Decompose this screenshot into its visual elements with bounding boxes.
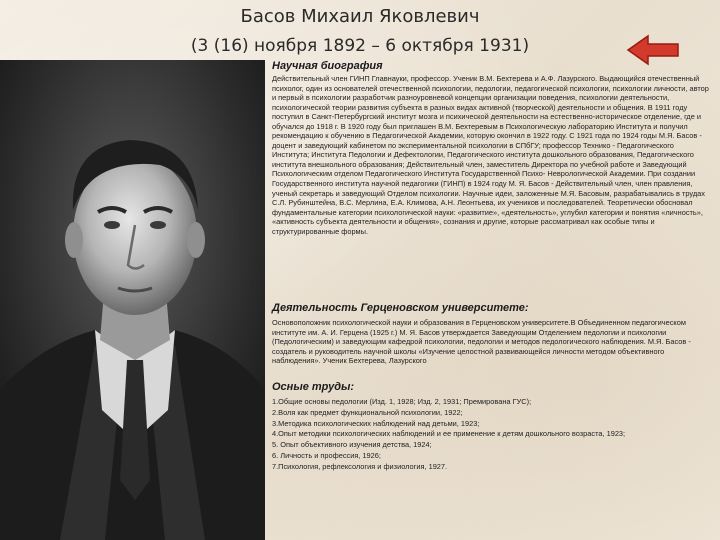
list-item: 5. Опыт объективного изучения детства, 1924; (272, 440, 432, 450)
list-item: 3.Методика психологических наблюдений над детьми, 1923; (272, 418, 480, 428)
list-item: 4.Опыт методики психологических наблюдений и ее применение к детям дошкольного возраста, 1923; (272, 429, 626, 439)
works-heading: Осные труды: (272, 381, 355, 393)
list-item: 1.Общие основы педологии (Изд. 1, 1928; Изд. 2, 1931; Премирована ГУС); (272, 397, 532, 406)
herzen-heading: Деятельность Герценовском университете: (272, 302, 529, 314)
list-item: 2.Воля как предмет функциональной психологии, 1922; (272, 407, 463, 417)
list-item: 7.Психология, рефлексология и физиология, 1927. (272, 461, 448, 471)
bio-heading: Научная биография (272, 60, 383, 72)
page-subtitle-dates: (3 (16) ноября 1892 – 6 октября 1931) (190, 36, 530, 56)
portrait-photo (0, 60, 265, 540)
page-title: Басов Михаил Яковлевич (240, 6, 480, 27)
herzen-text: Основоположник психологической науки и образования в Герценовском университете.В Объединенном педагогическом институте им. А. И. Герцена (1925 г.) М. Я. Басов утверждается Заведующим Отделением педологии и психологии (Педологическим) и заведующим кафедрой психологии, педологии и методов педологического наблюдения. М.Я. Басов - создатель и руководитель научной школы «Изучение целостной развивающейся личности методом объективного наблюдения». Ученик Бехтерева, Лазурского (272, 318, 691, 366)
list-item: 6. Личность и профессия, 1926; (272, 450, 381, 460)
works-list (272, 397, 712, 473)
bio-text: Действительный член ГИНП Главнауки, профессор. Ученик В.М. Бехтерева и А.Ф. Лазурского. Выдающийся отечественный психолог, один из основателей отечественной психологии, педологии, педагогической психологии, психологии личности, автор и первый в психологии разработчик разноуровневой концепции организации поведения, психологии деятельности, психологической теории развития субъекта в разных видах активной (творческой) деятельности и общения. В 1911 году поступил в Санкт-Петербургский институт мозга и психической деятельности на естественно-историческое отделение, где и обучался до 1918 г. В 1920 году был приглашен В.М. Бехтеревым в Психологическую лабораторию Института и получил рекомендацию к обучению в Педагогической Академии, которую окончил в 1922 году. С 1921 года по 1924 годы М.Я. Басов - доцент и заведующий кабинетом по экспериментальной психологии в СПбГУ; профессор Технико - Педагогического Института; Института Педологии и Дефектологии, Педагогического института дошкольного образования, Педагогического института внешкольного образования; Действительный член, заместитель Директора по учебной работе и Заведующий Психологическим отделом Педагогического Института Государственной Психо- Неврологической Академии. При создании Государственного института научной педагогики (ГИНП) в 1924 году М. Я. Басов - Действительный член, член правления, ученый секретарь и заведующий Отделом психологии. Научные идеи, заложенные М.Я. Басовым, разрабатывались в трудах С.Л. Рубинштейна, В.С. Мерлина, Е.А. Климова, А.Н. Леонтьева, их учеников и последователей. Теоретически обосновал фундаментальные категории психологической науки: «развитие», «деятельность», углубил категории и понятия «личность», «активность субъекта деятельности и общения», сознания и другие, которые рассматривал как особые типы и структурированные формы. (272, 74, 709, 236)
